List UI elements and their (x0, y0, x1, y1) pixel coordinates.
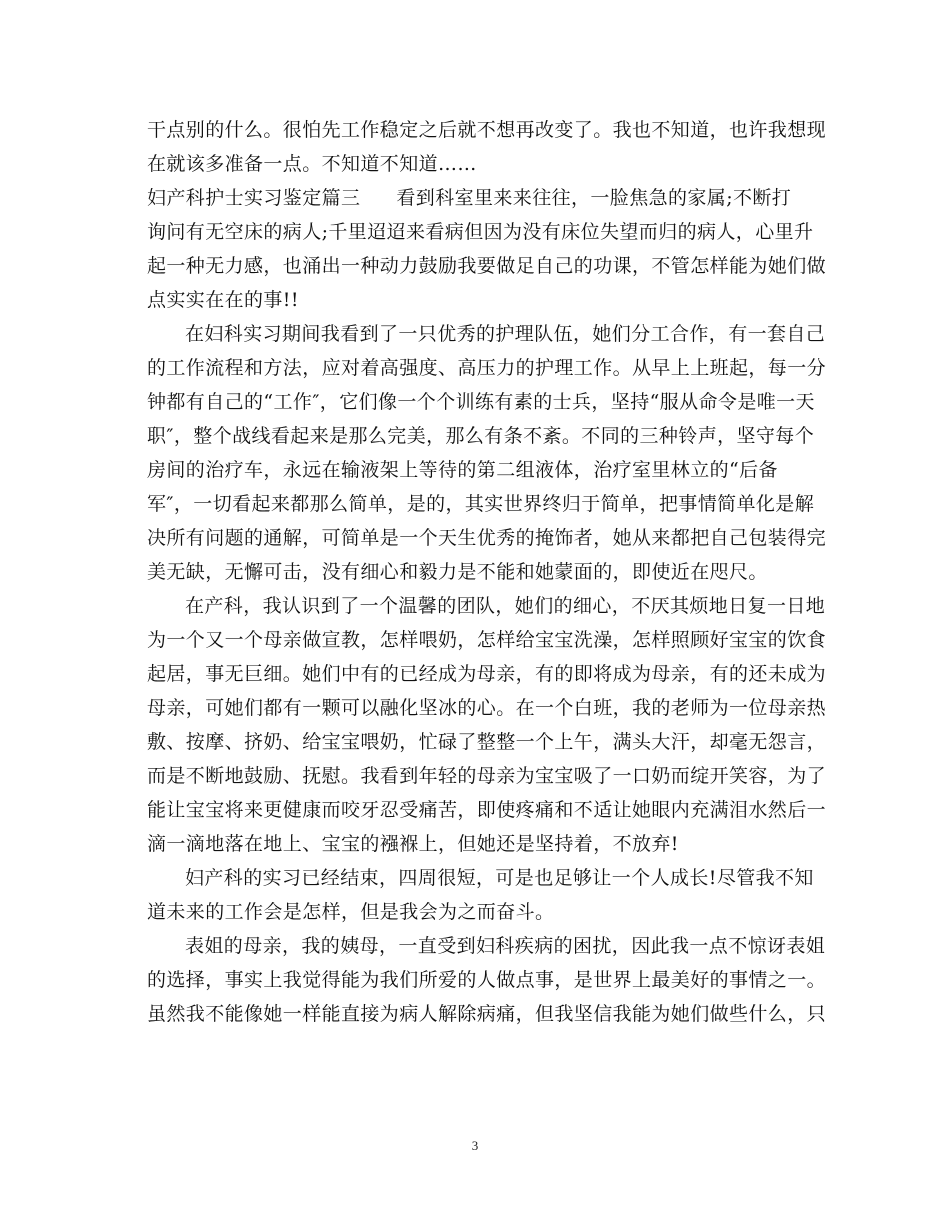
text-line: 敷、按摩、挤奶、给宝宝喂奶，忙碌了整整一个上午，满头大汗，却毫无怨言， (147, 731, 827, 753)
text-line: 美无缺，无懈可击，没有细心和毅力是不能和她蒙面的，即使近在咫尺。 (147, 561, 768, 583)
text-line: 钟都有自己的“工作″，它们像一个个训练有素的士兵，坚持“服从命令是唯一天 (147, 391, 815, 413)
text-line: 点实实在在的事!! (147, 289, 299, 311)
text-line: 的工作流程和方法，应对着高强度、高压力的护理工作。从早上上班起，每一分 (147, 357, 827, 379)
text-line: 起一种无力感，也涌出一种动力鼓励我要做足自己的功课，不管怎样能为她们做 (147, 255, 827, 277)
paragraph-first-line: 表姐的母亲，我的姨母，一直受到妇科疾病的困扰，因此我一点不惊讶表姐 (185, 935, 826, 957)
text-line: 询问有无空床的病人;千里迢迢来看病但因为没有床位失望而归的病人，心里升 (147, 221, 814, 243)
text-line: 的选择，事实上我觉得能为我们所爱的人做点事，是世界上最美好的事情之一。 (147, 969, 827, 991)
text-line: 能让宝宝将来更健康而咬牙忍受痛苦，即使疼痛和不适让她眼内充满泪水然后一 (147, 799, 827, 821)
paragraph-first-line: 在产科，我认识到了一个温馨的团队，她们的细心，不厌其烦地日复一日地 (185, 595, 826, 617)
text-line: 为一个又一个母亲做宣教，怎样喂奶，怎样给宝宝洗澡，怎样照顾好宝宝的饮食 (147, 629, 827, 651)
text-line: 军″，一切看起来都那么简单，是的，其实世界终归于简单，把事情简单化是解 (147, 493, 815, 515)
text-line: 在就该多准备一点。不知道不知道…… (147, 153, 477, 175)
text-line: 道未来的工作会是怎样，但是我会为之而奋斗。 (147, 901, 555, 923)
text-line: 起居，事无巨细。她们中有的已经成为母亲，有的即将成为母亲，有的还未成为 (147, 663, 827, 685)
text-line: 决所有问题的通解，可简单是一个天生优秀的掩饰者，她从来都把自己包装得完 (147, 527, 827, 549)
text-line: 滴一滴地落在地上、宝宝的襁褓上，但她还是坚持着，不放弃! (147, 833, 679, 855)
text-line: 而是不断地鼓励、抚慰。我看到年轻的母亲为宝宝吸了一口奶而绽开笑容，为了 (147, 765, 827, 787)
page-number: 3 (471, 1138, 479, 1153)
text-line: 母亲，可她们都有一颗可以融化坚冰的心。在一个白班，我的老师为一位母亲热 (147, 697, 827, 719)
section-heading-line (147, 186, 791, 210)
text-line: 虽然我不能像她一样能直接为病人解除病痛，但我坚信我能为她们做些什么，只 (147, 1003, 827, 1025)
text-line: 干点别的什么。很怕先工作稳定之后就不想再改变了。我也不知道，也许我想现 (147, 119, 827, 141)
section-intro-text: 看到科室里来来往往，一脸焦急的家属;不断打 (396, 187, 792, 209)
section-title: 妇产科护士实习鉴定篇三 (147, 187, 361, 209)
text-line: 房间的治疗车，永远在输液架上等待的第二组液体，治疗室里林立的“后备 (147, 459, 778, 481)
text-line: 职″，整个战线看起来是那么完美，那么有条不紊。不同的三种铃声，坚守每个 (147, 425, 815, 447)
paragraph-first-line: 妇产科的实习已经结束，四周很短，可是也足够让一个人成长!尽管我不知 (185, 867, 814, 889)
paragraph-first-line: 在妇科实习期间我看到了一只优秀的护理队伍，她们分工合作，有一套自己 (185, 323, 826, 345)
